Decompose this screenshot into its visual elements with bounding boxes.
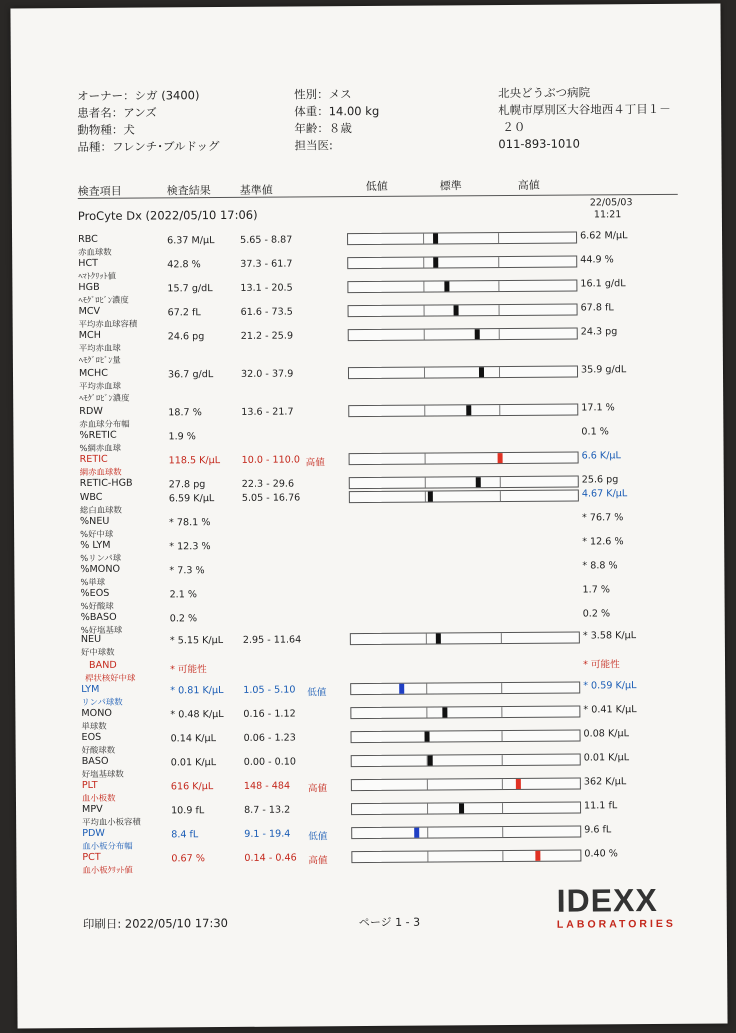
row-name: LYM	[81, 683, 100, 696]
value-marker	[399, 684, 404, 694]
row-reference: 0.00 - 0.10	[243, 756, 297, 768]
results-table	[10, 4, 720, 9]
row-name: MCH	[78, 329, 101, 342]
row-subname: 桿状核好中球	[85, 672, 136, 683]
row-flag: 高値	[307, 783, 328, 795]
range-tick	[427, 828, 428, 838]
range-tick	[502, 779, 503, 789]
range-tick	[424, 330, 425, 340]
row-previous-result: * 0.59 K/µL	[583, 680, 637, 692]
owner-line: オーナー：シガ (3400)	[77, 88, 200, 104]
row-name: %BASO	[80, 611, 117, 624]
row-reference: 9.1 - 19.4	[244, 828, 291, 840]
col-normal: 標準	[439, 179, 462, 193]
range-tick	[426, 634, 427, 644]
range-tick	[427, 780, 428, 790]
value-marker	[435, 634, 440, 644]
weight-line	[294, 103, 379, 121]
run-title: ProCyte Dx (2022/05/10 17:06)	[77, 207, 258, 224]
row-subname: 平均赤血球容積	[78, 318, 138, 330]
range-tick	[425, 478, 426, 488]
row-reference: 10.0 - 110.0	[241, 454, 301, 466]
row-previous-result: 44.9 %	[580, 254, 614, 266]
row-subname: %好中球	[80, 528, 114, 540]
patient-info	[77, 87, 220, 156]
value-marker	[433, 258, 438, 268]
range-tick	[424, 282, 425, 292]
range-bar	[350, 682, 580, 696]
range-tick	[499, 367, 500, 377]
row-subname: ﾍﾓｸﾞﾛﾋﾞﾝ濃度	[78, 294, 129, 306]
row-subname: 好塩基球数	[81, 768, 124, 780]
row-result: 67.2 fL	[167, 307, 201, 319]
row-previous-result: 25.6 pg	[581, 474, 619, 486]
patient-details	[294, 86, 380, 155]
row-subname: 血小板ｸﾘｯﾄ値	[82, 864, 133, 876]
clinic-info	[498, 84, 671, 153]
row-result: 27.8 pg	[168, 479, 206, 491]
range-bar	[348, 366, 578, 380]
row-subname: %網赤血球	[79, 442, 122, 454]
row-name: HCT	[78, 257, 99, 270]
range-bar	[350, 632, 580, 646]
row-result: 8.4 fL	[171, 829, 199, 841]
row-subname: %好酸球	[80, 600, 114, 612]
row-previous-result: * 3.58 K/µL	[582, 630, 637, 642]
row-reference: 0.06 - 1.23	[243, 732, 296, 744]
row-reference: 1.05 - 5.10	[243, 684, 296, 696]
row-previous-result: 0.08 K/µL	[583, 728, 629, 740]
row-name: MCHC	[78, 367, 108, 380]
row-name: %MONO	[80, 563, 121, 576]
range-tick	[501, 633, 502, 643]
range-bar	[350, 706, 580, 720]
range-tick	[424, 406, 425, 416]
row-previous-result: * 8.8 %	[582, 560, 618, 572]
range-tick	[502, 755, 503, 765]
row-name: %RETIC	[79, 429, 117, 442]
clinic-name: 北央どうぶつ病院	[498, 85, 591, 101]
row-flag: 高値	[308, 855, 328, 867]
value-marker	[498, 453, 503, 463]
range-bar	[349, 476, 579, 490]
row-previous-result: 6.62 M/µL	[580, 230, 628, 242]
row-result: 0.67 %	[171, 853, 205, 865]
range-tick	[502, 707, 503, 717]
row-name: BAND	[88, 659, 117, 671]
breed-line: 品種：フレンチ･ブルドッグ	[77, 139, 220, 155]
row-reference: 8.7 - 13.2	[244, 804, 291, 816]
row-result: 2.1 %	[169, 589, 198, 601]
col-result: 検査結果	[166, 184, 211, 198]
col-high: 高値	[517, 178, 540, 192]
value-marker	[428, 492, 433, 502]
row-reference: 22.3 - 29.6	[241, 478, 295, 490]
row-reference: 5.05 - 16.76	[241, 492, 301, 504]
idexx-logo	[556, 881, 676, 931]
row-result: 6.59 K/µL	[168, 493, 215, 505]
value-marker	[479, 367, 484, 377]
range-tick	[499, 305, 500, 315]
range-bar	[348, 404, 578, 418]
value-marker	[443, 707, 448, 717]
row-name: MONO	[81, 707, 112, 720]
row-previous-result: 9.6 fL	[584, 824, 612, 836]
row-previous-result: * 0.41 K/µL	[583, 704, 637, 716]
row-flag: 高値	[305, 457, 325, 469]
range-bar	[351, 802, 581, 816]
logo-sub-text: LABORATORIES	[556, 917, 676, 931]
row-result: * 0.48 K/µL	[170, 709, 224, 721]
range-tick	[502, 683, 503, 693]
row-name: EOS	[81, 731, 102, 744]
row-result: 0.2 %	[169, 613, 198, 625]
row-subname: %単球	[80, 576, 106, 588]
row-previous-result: 0.01 K/µL	[583, 752, 630, 764]
row-name: PDW	[82, 827, 105, 840]
age-line: 年齢：８歳	[294, 121, 352, 136]
row-result: 0.14 K/µL	[170, 733, 216, 745]
range-tick	[503, 851, 504, 861]
row-reference: 37.3 - 61.7	[240, 258, 293, 270]
range-tick	[424, 368, 425, 378]
row-result: 18.7 %	[168, 407, 202, 419]
row-name: %NEU	[79, 515, 110, 528]
logo-main-text: IDEXX	[556, 881, 658, 919]
range-tick	[425, 454, 426, 464]
range-bar	[349, 452, 579, 466]
weight-label: 体重：	[294, 104, 329, 119]
row-reference: 13.6 - 21.7	[241, 406, 294, 418]
row-subname: 好中球数	[80, 646, 115, 658]
range-bar	[351, 778, 581, 792]
value-marker	[427, 756, 432, 766]
row-name: WBC	[79, 491, 103, 504]
row-subname: 単球数	[81, 720, 107, 732]
value-marker	[459, 803, 464, 813]
previous-run-date	[590, 197, 633, 221]
range-tick	[499, 329, 500, 339]
range-bar	[351, 850, 581, 864]
row-previous-result: 0.1 %	[581, 426, 609, 438]
row-result: * 7.3 %	[169, 565, 205, 577]
range-bar	[347, 256, 577, 270]
range-tick	[502, 803, 503, 813]
row-subname: 赤血球数	[78, 246, 112, 258]
range-tick	[499, 257, 500, 267]
row-result: 6.37 M/µL	[167, 235, 215, 247]
row-result: 15.7 g/dL	[167, 283, 213, 295]
sex-line: 性別：メス	[294, 87, 352, 102]
row-flag: 低値	[307, 687, 327, 699]
row-subname-2: ﾍﾓｸﾞﾛﾋﾞﾝ量	[78, 354, 121, 366]
row-name: NEU	[80, 633, 102, 646]
row-previous-result: 0.40 %	[584, 848, 618, 860]
row-subname: 平均赤血球	[79, 380, 121, 392]
row-previous-result: 1.7 %	[582, 584, 610, 596]
print-date: 印刷日: 2022/05/10 17:30	[82, 915, 228, 932]
row-name: PCT	[82, 851, 101, 864]
range-tick	[423, 234, 424, 244]
species-line: 動物種：犬	[77, 122, 135, 138]
row-previous-result: 17.1 %	[581, 402, 615, 414]
row-result: 1.9 %	[168, 431, 196, 443]
row-reference: 32.0 - 37.9	[240, 368, 294, 380]
range-bar	[347, 280, 577, 294]
row-name: % LYM	[80, 539, 111, 552]
range-bar	[351, 826, 581, 840]
value-marker	[433, 234, 438, 244]
range-tick	[499, 281, 500, 291]
row-reference: 61.6 - 73.5	[240, 306, 293, 318]
row-subname: ﾍﾏﾄｸﾘｯﾄ値	[78, 270, 117, 282]
value-marker	[444, 281, 449, 291]
row-previous-result: 4.67 K/µL	[581, 488, 628, 500]
value-marker	[414, 828, 419, 838]
patient-name-line: 患者名：アンズ	[77, 105, 157, 121]
row-result: 42.8 %	[167, 259, 201, 271]
range-bar	[351, 730, 581, 744]
weight-value: 14.00 kg	[328, 103, 380, 119]
range-tick	[428, 852, 429, 862]
clinic-phone: 011-893-1010	[498, 136, 580, 152]
row-previous-result: 67.8 fL	[580, 302, 614, 314]
row-result: * 0.81 K/µL	[170, 685, 224, 697]
row-subname: 平均血小板容積	[82, 816, 141, 828]
row-flag: 低値	[308, 831, 328, 843]
range-bar	[351, 754, 581, 768]
range-bar	[348, 304, 578, 318]
range-tick	[427, 708, 428, 718]
row-subname: 赤血球分布幅	[79, 418, 130, 430]
row-subname: 平均赤血球	[78, 342, 121, 354]
row-subname: 総白血球数	[79, 504, 122, 516]
range-tick	[500, 491, 501, 501]
value-marker	[535, 851, 540, 861]
value-marker	[474, 329, 479, 339]
range-tick	[503, 827, 504, 837]
row-subname: %リンパ球	[80, 552, 122, 564]
row-result: 24.6 pg	[167, 331, 205, 343]
row-name: RETIC	[79, 453, 108, 466]
row-previous-result: 24.3 pg	[580, 326, 618, 338]
row-name: MCV	[78, 305, 101, 318]
row-subname: 網赤血球数	[79, 466, 122, 478]
row-result: * 可能性	[170, 664, 207, 676]
row-result: * 5.15 K/µL	[169, 635, 224, 647]
value-marker	[454, 305, 459, 315]
row-name: RETIC-HGB	[79, 477, 133, 490]
row-subname: %好塩基球	[80, 624, 123, 636]
row-name: RBC	[78, 233, 98, 246]
clinic-address-1: 札幌市厚別区大谷地西４丁目１－	[498, 101, 671, 118]
range-tick	[498, 233, 499, 243]
row-reference: 5.65 - 8.87	[240, 234, 293, 246]
col-low: 低値	[365, 179, 388, 194]
value-marker	[425, 732, 430, 742]
range-tick	[502, 731, 503, 741]
range-bar	[348, 328, 578, 342]
report-page	[10, 4, 727, 1029]
row-result: 118.5 K/µL	[168, 455, 221, 467]
row-name: PLT	[81, 779, 98, 792]
row-subname: 好酸球数	[81, 744, 116, 756]
row-name: HGB	[78, 281, 100, 294]
row-name: RDW	[79, 405, 103, 418]
row-previous-result: 6.6 K/µL	[581, 450, 621, 462]
page-number: ページ 1 - 3	[358, 915, 421, 930]
prev-date: 22/05/03	[589, 197, 633, 209]
row-subname: リンパ球数	[81, 696, 123, 708]
value-marker	[466, 405, 471, 415]
row-result: * 78.1 %	[169, 517, 211, 529]
prev-time: 11:21	[593, 209, 622, 221]
range-tick	[423, 258, 424, 268]
row-name: MPV	[82, 803, 103, 816]
row-previous-result: * 12.6 %	[582, 536, 624, 548]
doctor-line: 担当医:	[294, 138, 333, 153]
row-reference: 0.14 - 0.46	[244, 852, 297, 864]
row-reference: 2.95 - 11.64	[242, 634, 302, 646]
row-reference: 13.1 - 20.5	[240, 282, 293, 294]
range-tick	[426, 684, 427, 694]
row-result: 10.9 fL	[171, 805, 205, 817]
row-reference: 21.2 - 25.9	[240, 330, 294, 342]
row-previous-result: * 76.7 %	[581, 512, 624, 524]
row-previous-result: * 可能性	[583, 659, 620, 671]
range-tick	[500, 477, 501, 487]
row-result: 0.01 K/µL	[170, 757, 217, 769]
row-previous-result: 0.2 %	[582, 608, 611, 620]
row-previous-result: 11.1 fL	[583, 800, 618, 812]
row-previous-result: 35.9 g/dL	[580, 364, 627, 376]
range-tick	[427, 804, 428, 814]
row-result: 36.7 g/dL	[167, 369, 214, 381]
row-name: BASO	[81, 755, 109, 768]
row-subname: 血小板分布幅	[82, 840, 133, 852]
row-reference: 148 - 484	[243, 780, 291, 792]
row-reference: 0.16 - 1.12	[243, 708, 296, 720]
row-subname-2: ﾍﾓｸﾞﾛﾋﾞﾝ濃度	[79, 392, 130, 404]
value-marker	[475, 477, 480, 487]
col-ref: 基準値	[239, 183, 273, 197]
range-tick	[500, 405, 501, 415]
row-subname: 血小板数	[81, 792, 116, 804]
clinic-address-2: ２０	[502, 119, 526, 135]
range-tick	[425, 492, 426, 502]
row-previous-result: 362 K/µL	[583, 776, 627, 788]
col-item: 検査項目	[77, 184, 122, 199]
row-name: %EOS	[80, 587, 110, 600]
range-bar	[347, 232, 577, 246]
row-result: * 12.3 %	[169, 541, 211, 553]
row-previous-result: 16.1 g/dL	[580, 278, 626, 290]
range-tick	[424, 306, 425, 316]
value-marker	[516, 779, 521, 789]
row-result: 616 K/µL	[170, 781, 214, 793]
range-bar	[349, 490, 579, 504]
